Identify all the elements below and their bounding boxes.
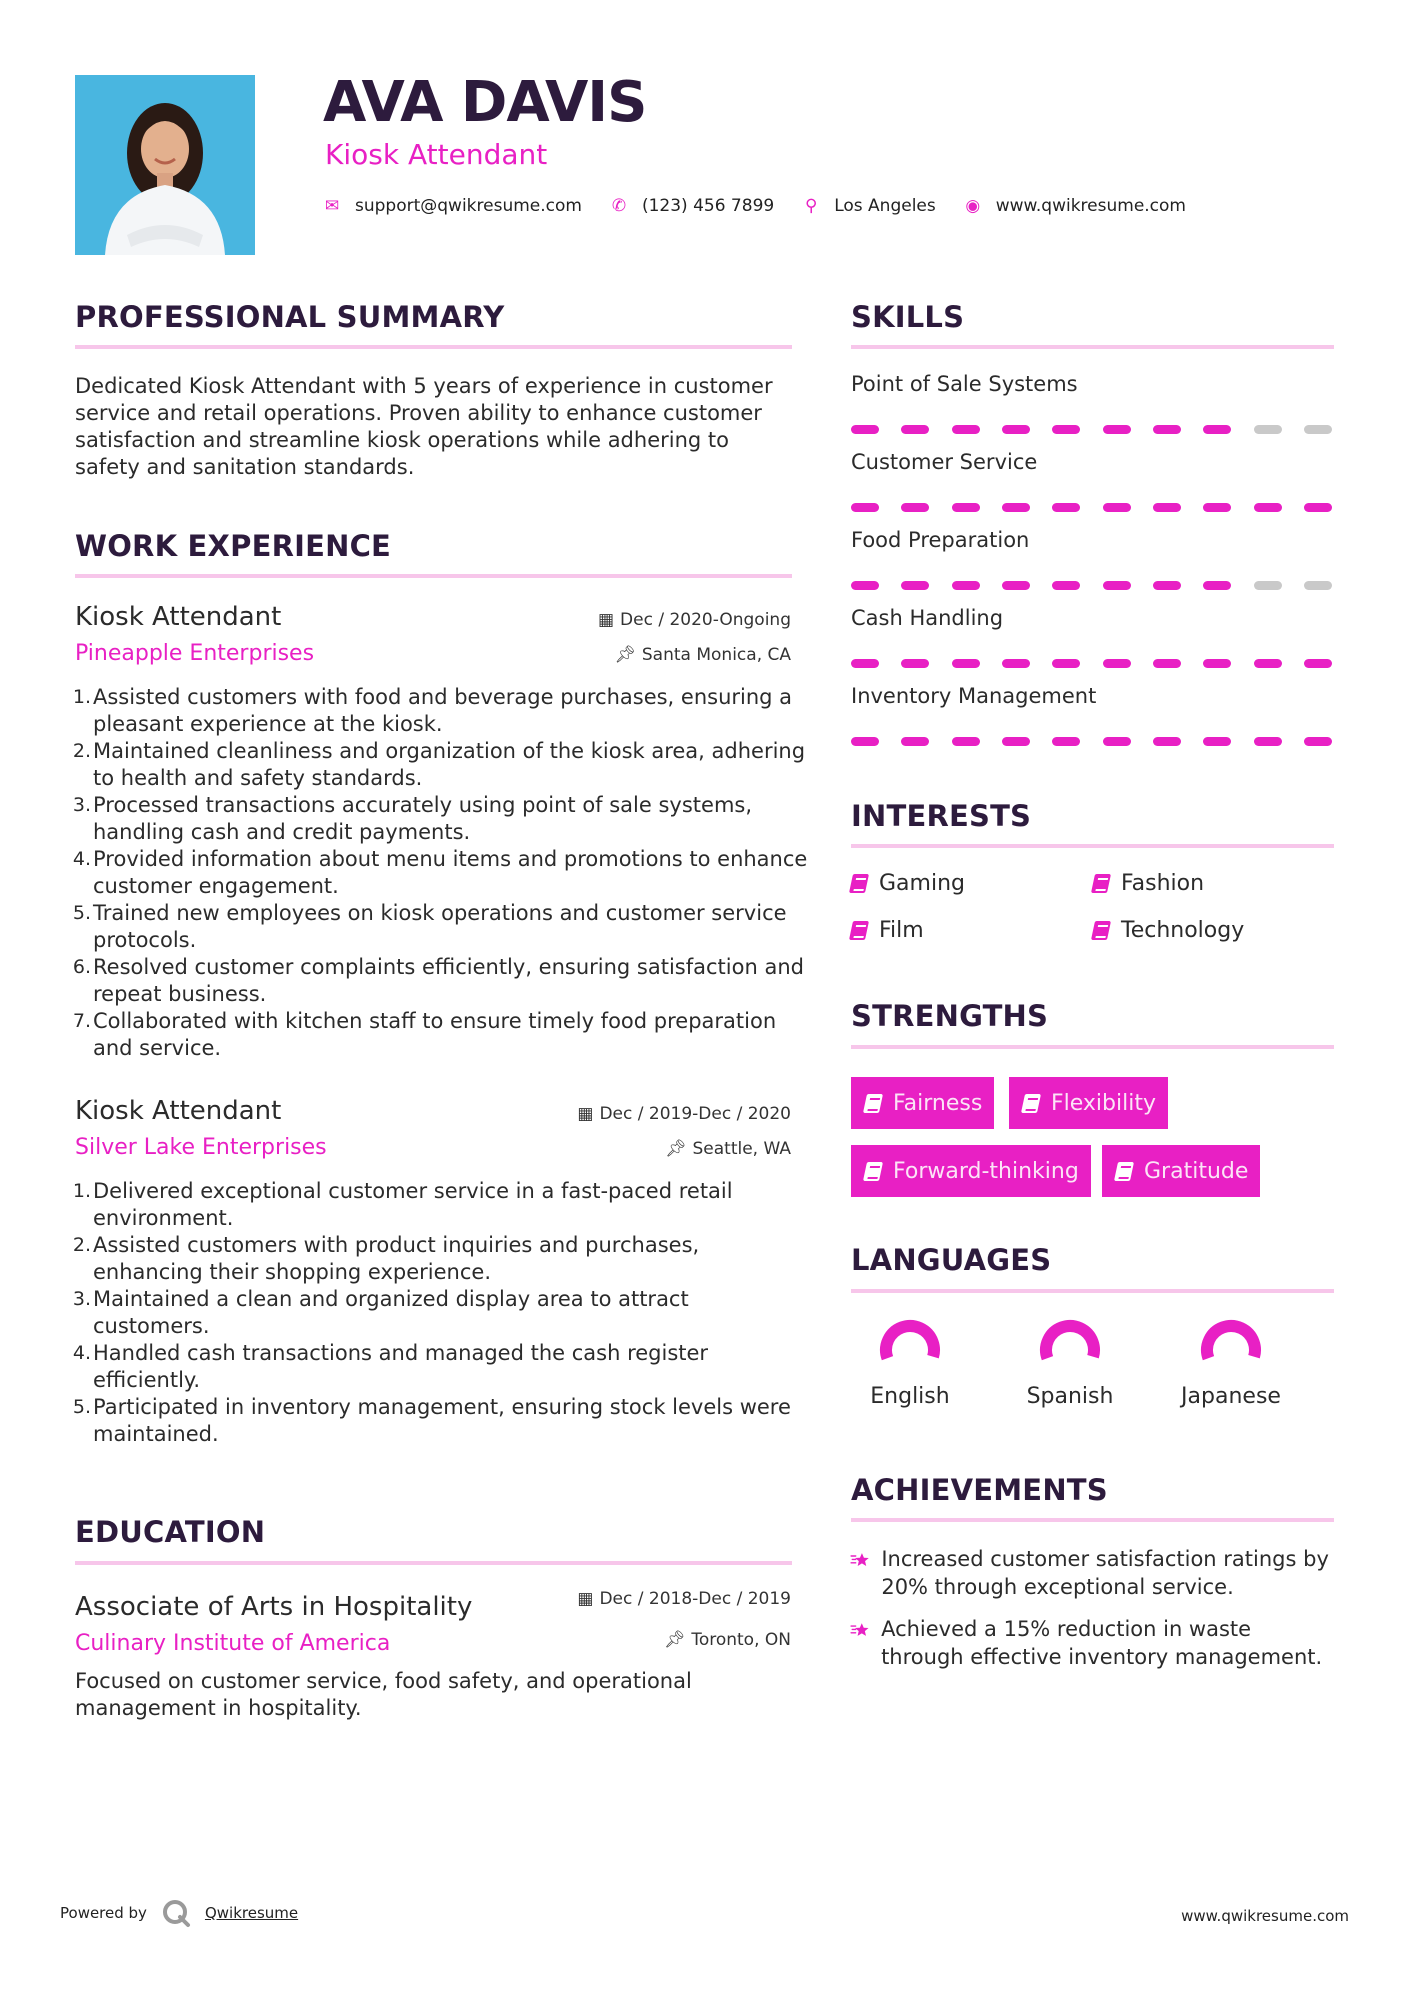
skill-level-segment bbox=[1254, 503, 1282, 512]
language-name: English bbox=[870, 1384, 950, 1409]
skill-level-segment bbox=[1052, 581, 1080, 590]
phone-icon: ✆ bbox=[611, 196, 627, 216]
skill-level-bar bbox=[851, 737, 1332, 746]
education-heading: EDUCATION bbox=[75, 1515, 266, 1549]
skill-level-bar bbox=[851, 503, 1332, 512]
interest-item bbox=[851, 918, 924, 943]
skill-level-segment bbox=[901, 581, 929, 590]
list-item: Maintained cleanliness and organization of the kiosk area, adhering to health and safety standards. bbox=[93, 739, 806, 790]
achievement-item bbox=[850, 1615, 1340, 1671]
book-icon bbox=[1114, 1162, 1134, 1181]
star-badge-icon bbox=[850, 1615, 869, 1645]
skill-level-segment bbox=[1002, 503, 1030, 512]
book-icon bbox=[1091, 921, 1111, 940]
language-item bbox=[1161, 1318, 1301, 1409]
globe-icon: ◉ bbox=[965, 196, 981, 216]
language-proficiency-arc bbox=[879, 1319, 941, 1381]
experience-divider bbox=[75, 574, 792, 578]
calendar-icon: ▦ bbox=[577, 1589, 594, 1609]
pushpin-icon: 📌︎ bbox=[664, 1139, 687, 1159]
achievement-text: Achieved a 15% reduction in waste through effective inventory management. bbox=[881, 1617, 1323, 1669]
skill-level-segment bbox=[952, 737, 980, 746]
achievements-heading: ACHIEVEMENTS bbox=[851, 1473, 1108, 1507]
skill-level-segment bbox=[1103, 737, 1131, 746]
language-proficiency-arc bbox=[1200, 1319, 1262, 1381]
list-item: Participated in inventory management, ensuring stock levels were maintained. bbox=[93, 1395, 791, 1446]
education-divider bbox=[75, 1561, 792, 1565]
list-item: Resolved customer complaints efficiently, ensuring satisfaction and repeat business. bbox=[93, 955, 804, 1006]
skill-level-segment bbox=[1052, 503, 1080, 512]
education-dates bbox=[577, 1591, 791, 1608]
degree-title: Associate of Arts in Hospitality bbox=[75, 1592, 473, 1622]
achievement-item bbox=[850, 1545, 1340, 1601]
job-dates-text: Dec / 2020-Ongoing bbox=[620, 610, 791, 630]
location-text: Los Angeles bbox=[834, 196, 936, 216]
language-name: Spanish bbox=[1026, 1384, 1114, 1409]
list-item: Provided information about menu items and promotions to enhance customer engagement. bbox=[93, 847, 808, 898]
strength-chip bbox=[851, 1077, 994, 1129]
strength-label: Forward-thinking bbox=[893, 1158, 1079, 1184]
job-dates-text: Dec / 2019-Dec / 2020 bbox=[599, 1104, 791, 1124]
education-dates-text: Dec / 2018-Dec / 2019 bbox=[599, 1589, 791, 1609]
envelope-icon: ✉ bbox=[324, 196, 340, 216]
skill-level-segment bbox=[901, 425, 929, 434]
job-company: Silver Lake Enterprises bbox=[75, 1135, 327, 1160]
skill-level-bar bbox=[851, 581, 1332, 590]
skill-level-segment bbox=[1103, 503, 1131, 512]
education-location-text: Toronto, ON bbox=[691, 1630, 791, 1650]
list-item: Handled cash transactions and managed the cash register efficiently. bbox=[93, 1341, 709, 1392]
education-location bbox=[664, 1632, 791, 1649]
skill-level-segment bbox=[1203, 659, 1231, 668]
contact-info bbox=[323, 193, 1200, 219]
list-item: Collaborated with kitchen staff to ensure timely food preparation and service. bbox=[93, 1009, 777, 1060]
achievement-text: Increased customer satisfaction ratings by 20% through exceptional service. bbox=[881, 1547, 1329, 1599]
calendar-icon: ▦ bbox=[577, 1104, 594, 1124]
language-name: Japanese bbox=[1181, 1384, 1281, 1409]
skill-level-segment bbox=[1002, 425, 1030, 434]
school-name: Culinary Institute of America bbox=[75, 1631, 391, 1656]
job-role: Kiosk Attendant bbox=[75, 1096, 282, 1126]
skill-level-segment bbox=[952, 581, 980, 590]
interest-label: Technology bbox=[1121, 918, 1245, 943]
map-pin-icon: ⚲ bbox=[804, 196, 818, 216]
interest-item bbox=[1093, 918, 1244, 943]
skill-name: Inventory Management bbox=[851, 684, 1097, 708]
skill-level-segment bbox=[1304, 503, 1332, 512]
profile-photo bbox=[75, 75, 255, 255]
achievements-divider bbox=[851, 1518, 1334, 1522]
skill-level-segment bbox=[901, 659, 929, 668]
interest-item bbox=[1093, 871, 1204, 896]
powered-by-label: Powered by bbox=[60, 1904, 147, 1922]
skill-level-segment bbox=[952, 659, 980, 668]
interest-label: Fashion bbox=[1121, 871, 1205, 896]
book-icon bbox=[1021, 1094, 1041, 1113]
interest-label: Film bbox=[879, 918, 924, 943]
job-location-text: Seattle, WA bbox=[692, 1139, 791, 1159]
skill-level-segment bbox=[1254, 737, 1282, 746]
book-icon bbox=[863, 1162, 883, 1181]
skill-level-segment bbox=[1002, 737, 1030, 746]
skill-level-bar bbox=[851, 425, 1332, 434]
footer-powered-by bbox=[60, 1898, 298, 1928]
summary-text: Dedicated Kiosk Attendant with 5 years of experience in customer service and retail operations. Proven ability to enhance customer satisfaction and streamline kiosk operations while adhering to safety and sanitation standards. bbox=[75, 374, 773, 479]
skill-level-segment bbox=[1103, 425, 1131, 434]
book-icon bbox=[849, 921, 869, 940]
skill-level-segment bbox=[1203, 425, 1231, 434]
email-link[interactable]: support@qwikresume.com bbox=[355, 196, 582, 216]
skill-level-segment bbox=[1052, 659, 1080, 668]
skills-divider bbox=[851, 345, 1334, 349]
job-duties-list bbox=[75, 1178, 803, 1448]
list-item: Delivered exceptional customer service in a fast-paced retail environment. bbox=[93, 1179, 733, 1230]
job-dates bbox=[598, 612, 791, 629]
skill-level-segment bbox=[851, 581, 879, 590]
language-proficiency-gauge bbox=[1038, 1318, 1102, 1382]
book-icon bbox=[849, 874, 869, 893]
experience-heading: WORK EXPERIENCE bbox=[75, 529, 392, 563]
skill-level-segment bbox=[1002, 581, 1030, 590]
person-avatar-image bbox=[75, 75, 255, 255]
interest-item bbox=[851, 871, 965, 896]
skill-level-segment bbox=[952, 503, 980, 512]
skill-level-segment bbox=[1052, 737, 1080, 746]
strengths-heading: STRENGTHS bbox=[851, 999, 1049, 1033]
list-item: Trained new employees on kiosk operations and customer service protocols. bbox=[93, 901, 787, 952]
skill-level-segment bbox=[1153, 737, 1181, 746]
skill-level-segment bbox=[1203, 737, 1231, 746]
summary-heading: PROFESSIONAL SUMMARY bbox=[75, 300, 505, 334]
footer-website-link[interactable]: www.qwikresume.com bbox=[1181, 1907, 1349, 1925]
strength-label: Gratitude bbox=[1144, 1158, 1249, 1184]
interests-divider bbox=[851, 844, 1334, 848]
language-proficiency-gauge bbox=[1199, 1318, 1263, 1382]
strength-label: Flexibility bbox=[1051, 1090, 1156, 1116]
language-proficiency-gauge bbox=[878, 1318, 942, 1382]
qwikresume-logo-icon bbox=[161, 1898, 191, 1928]
phone-number: (123) 456 7899 bbox=[641, 196, 775, 216]
job-company: Pineapple Enterprises bbox=[75, 641, 315, 666]
job-dates bbox=[577, 1106, 791, 1123]
strengths-divider bbox=[851, 1045, 1334, 1049]
education-description: Focused on customer service, food safety, and operational management in hospitality. bbox=[75, 1669, 692, 1720]
interest-label: Gaming bbox=[879, 871, 965, 896]
skill-level-segment bbox=[1203, 581, 1231, 590]
skill-level-segment bbox=[1254, 659, 1282, 668]
skill-name: Food Preparation bbox=[851, 528, 1030, 552]
job-role: Kiosk Attendant bbox=[75, 602, 282, 632]
job-location bbox=[665, 1141, 791, 1158]
pushpin-icon: 📌︎ bbox=[614, 645, 636, 665]
language-item bbox=[1000, 1318, 1140, 1409]
skill-level-segment bbox=[1153, 425, 1181, 434]
book-icon bbox=[863, 1094, 883, 1113]
job-location-text: Santa Monica, CA bbox=[641, 645, 791, 665]
qwikresume-link[interactable]: Qwikresume bbox=[204, 1904, 299, 1922]
list-item: Assisted customers with product inquiries and purchases, enhancing their shopping experience. bbox=[93, 1233, 700, 1284]
strength-chip bbox=[1009, 1077, 1168, 1129]
skill-level-segment bbox=[851, 503, 879, 512]
summary-divider bbox=[75, 345, 792, 349]
languages-heading: LANGUAGES bbox=[851, 1243, 1052, 1277]
skill-level-segment bbox=[1103, 581, 1131, 590]
strength-chip bbox=[1102, 1145, 1260, 1197]
interests-heading: INTERESTS bbox=[851, 799, 1032, 833]
skill-level-segment bbox=[1304, 581, 1332, 590]
skill-level-segment bbox=[1304, 737, 1332, 746]
candidate-name: AVA DAVIS bbox=[323, 70, 647, 135]
skill-level-segment bbox=[1304, 425, 1332, 434]
strength-chip bbox=[851, 1145, 1091, 1197]
skill-level-segment bbox=[1153, 581, 1181, 590]
skill-level-segment bbox=[1103, 659, 1131, 668]
skill-level-segment bbox=[851, 659, 879, 668]
job-duties-list bbox=[75, 684, 815, 1062]
languages-divider bbox=[851, 1289, 1334, 1293]
skill-level-segment bbox=[1153, 659, 1181, 668]
skill-level-segment bbox=[1254, 581, 1282, 590]
pushpin-icon: 📌︎ bbox=[663, 1630, 686, 1650]
skill-level-bar bbox=[851, 659, 1332, 668]
skill-name: Point of Sale Systems bbox=[851, 372, 1078, 396]
calendar-icon: ▦ bbox=[597, 610, 615, 630]
skill-level-segment bbox=[901, 737, 929, 746]
skill-level-segment bbox=[1254, 425, 1282, 434]
skill-level-segment bbox=[1002, 659, 1030, 668]
star-badge-icon bbox=[850, 1545, 869, 1575]
skill-level-segment bbox=[851, 737, 879, 746]
skill-level-segment bbox=[1052, 425, 1080, 434]
skill-level-segment bbox=[1203, 503, 1231, 512]
skill-level-segment bbox=[952, 425, 980, 434]
strength-label: Fairness bbox=[893, 1090, 983, 1116]
skill-name: Cash Handling bbox=[851, 606, 1004, 630]
skill-level-segment bbox=[851, 425, 879, 434]
skill-name: Customer Service bbox=[851, 450, 1038, 474]
list-item: Processed transactions accurately using point of sale systems, handling cash and credit payments. bbox=[93, 793, 753, 844]
language-proficiency-arc bbox=[1039, 1319, 1101, 1381]
language-item bbox=[840, 1318, 980, 1409]
job-location bbox=[614, 647, 791, 664]
list-item: Assisted customers with food and beverage purchases, ensuring a pleasant experience at the kiosk. bbox=[93, 685, 793, 736]
website-link[interactable]: www.qwikresume.com bbox=[995, 196, 1186, 216]
skill-level-segment bbox=[1304, 659, 1332, 668]
skill-level-segment bbox=[1153, 503, 1181, 512]
list-item: Maintained a clean and organized display area to attract customers. bbox=[93, 1287, 689, 1338]
skill-level-segment bbox=[901, 503, 929, 512]
skills-heading: SKILLS bbox=[851, 300, 965, 334]
book-icon bbox=[1091, 874, 1111, 893]
candidate-title: Kiosk Attendant bbox=[325, 138, 548, 171]
